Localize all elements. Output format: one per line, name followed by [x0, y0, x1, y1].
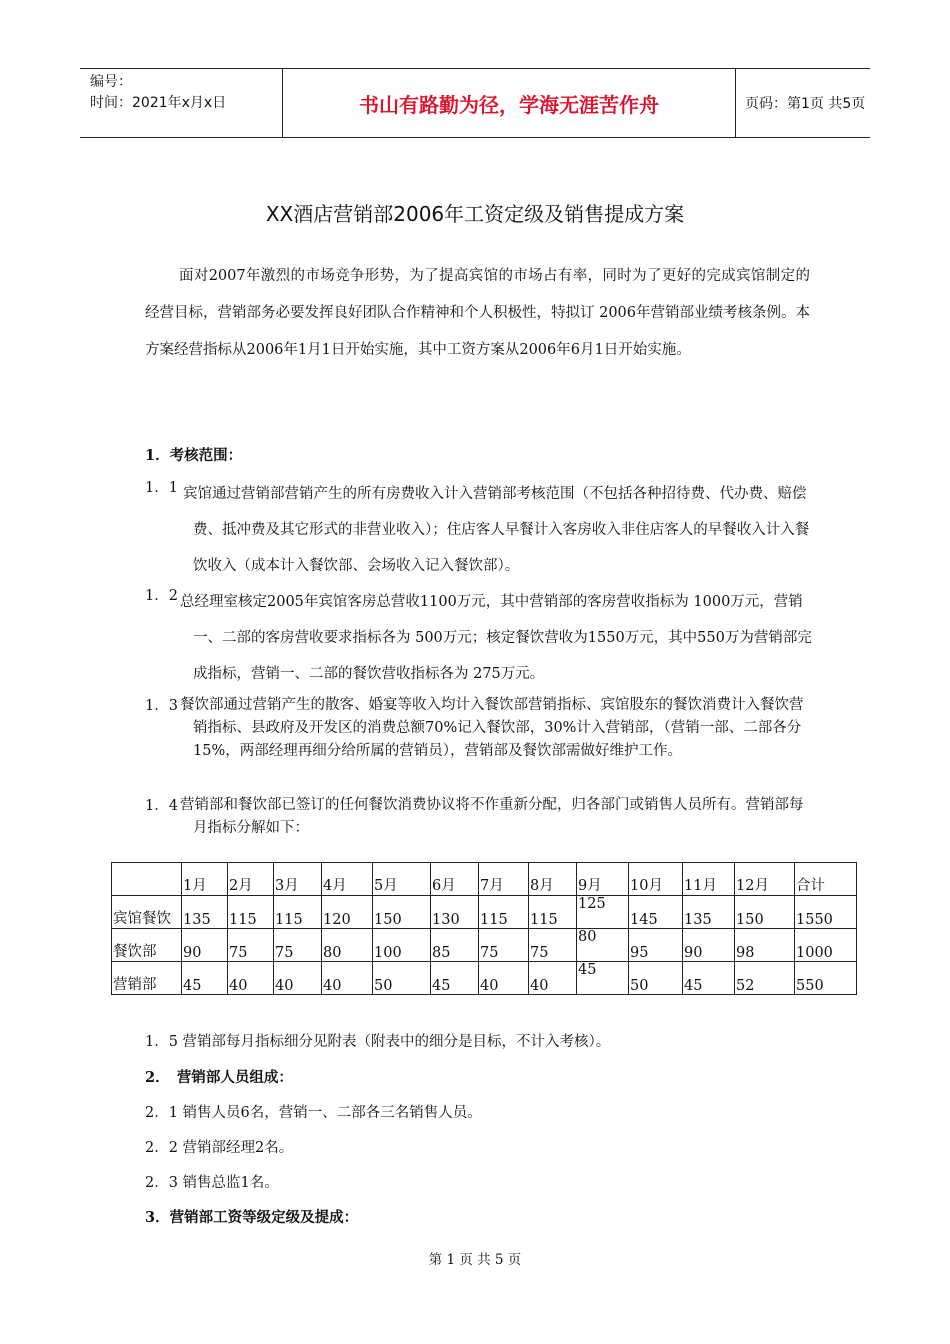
- item-2-3: 2．3 销售总监1名。: [145, 1175, 279, 1191]
- item-1-4-text: 营销部和餐饮部已签订的任何餐饮消费协议将不作重新分配，归各部门或销售人员所有。营销部每月指标分解如下：: [180, 797, 804, 836]
- table-cell: 150: [373, 896, 431, 929]
- header-meta: [80, 69, 282, 137]
- item-1-3-number: 1．3: [145, 698, 178, 714]
- table-cell: 52: [735, 962, 795, 995]
- table-header-cell: 5月: [373, 863, 431, 896]
- table-cell: 90: [683, 929, 735, 962]
- table-cell: 75: [529, 929, 577, 962]
- table-cell: 120: [322, 896, 373, 929]
- table-header-cell: 10月: [629, 863, 683, 896]
- table-cell: 75: [228, 929, 274, 962]
- monthly-target-table: [111, 862, 857, 995]
- table-cell: 145: [629, 896, 683, 929]
- page-footer: 第 1 页 共 5 页: [428, 1252, 522, 1268]
- section-2-heading: 2． 营销部人员组成：: [145, 1069, 293, 1086]
- table-cell: 80: [577, 929, 629, 962]
- item-1-1-text: 宾馆通过营销部营销产生的所有房费收入计入营销部考核范围（不包括各种招待费、代办费、赔偿费、抵冲费及其它形式的非营业收入）；住店客人早餐计入客房收入非住店客人的早餐收入计入餐饮收入（成本计入餐饮部、会场收入记入餐饮部）。: [183, 486, 810, 574]
- item-1-1-number: 1．1: [145, 480, 178, 496]
- table-cell: 40: [228, 962, 274, 995]
- number-label: 编号：: [90, 74, 132, 90]
- table-header-cell: 7月: [479, 863, 529, 896]
- table-cell: 135: [683, 896, 735, 929]
- item-1-4-number: 1．4: [145, 798, 178, 814]
- table-cell: 45: [431, 962, 479, 995]
- table-cell: 135: [182, 896, 228, 929]
- table-header-cell: 12月: [735, 863, 795, 896]
- table-cell: 85: [431, 929, 479, 962]
- table-header-cell: 9月: [577, 863, 629, 896]
- table-cell: 75: [479, 929, 529, 962]
- table-cell: 45: [683, 962, 735, 995]
- table-row: [112, 929, 857, 962]
- table-cell: 45: [577, 962, 629, 995]
- table-cell: 50: [373, 962, 431, 995]
- table-cell: 125: [577, 896, 629, 929]
- table-cell: 80: [322, 929, 373, 962]
- table-cell: 550: [795, 962, 857, 995]
- date-label: 时间：2021年x月x日: [90, 95, 227, 111]
- table-cell: 130: [431, 896, 479, 929]
- header-motto: 书山有路勤为径，学海无涯苦作舟: [282, 69, 736, 137]
- table-header-row: [112, 863, 857, 896]
- table-row-label: 宾馆餐饮: [112, 896, 182, 929]
- table-cell: 150: [735, 896, 795, 929]
- table-cell: 100: [373, 929, 431, 962]
- table-row: [112, 962, 857, 995]
- table-header-cell: 3月: [274, 863, 322, 896]
- table-cell: 40: [529, 962, 577, 995]
- section-1-heading: 1．考核范围：: [145, 447, 243, 464]
- table-header-cell: 合计: [795, 863, 857, 896]
- table-cell: 115: [274, 896, 322, 929]
- table-cell: 75: [274, 929, 322, 962]
- item-2-2: 2．2 营销部经理2名。: [145, 1140, 294, 1156]
- section-3-heading: 3．营销部工资等级定级及提成：: [145, 1209, 359, 1226]
- table-row-label: 餐饮部: [112, 929, 182, 962]
- table-cell: 1000: [795, 929, 857, 962]
- document-title: XX酒店营销部2006年工资定级及销售提成方案: [265, 202, 685, 226]
- table-cell: 40: [322, 962, 373, 995]
- table-cell: 95: [629, 929, 683, 962]
- table-row-label: 营销部: [112, 962, 182, 995]
- table-header-cell: 6月: [431, 863, 479, 896]
- table-cell: 115: [479, 896, 529, 929]
- header-page-info: 页码：第1页 共5页: [745, 96, 866, 112]
- table-header-cell: [112, 863, 182, 896]
- item-1-5: 1．5 营销部每月指标细分见附表（附表中的细分是目标，不计入考核）。: [145, 1034, 611, 1050]
- item-1-3-text: 餐饮部通过营销产生的散客、婚宴等收入均计入餐饮部营销指标、宾馆股东的餐饮消费计入餐饮营销指标、县政府及开发区的消费总额70%记入餐饮部，30%计入营销部，（营销一部、二部各分15%，两部经理再细分给所属的营销员），营销部及餐饮部需做好维护工作。: [180, 697, 804, 759]
- item-1-2-number: 1．2: [145, 588, 178, 604]
- table-header-cell: 11月: [683, 863, 735, 896]
- table-cell: 90: [182, 929, 228, 962]
- table-cell: 115: [529, 896, 577, 929]
- table-cell: 40: [274, 962, 322, 995]
- table-header-cell: 8月: [529, 863, 577, 896]
- page-header: [80, 68, 870, 138]
- table-header-cell: 1月: [182, 863, 228, 896]
- table-cell: 45: [182, 962, 228, 995]
- table-cell: 40: [479, 962, 529, 995]
- item-2-1: 2．1 销售人员6名，营销一、二部各三名销售人员。: [145, 1105, 482, 1121]
- table-header-cell: 4月: [322, 863, 373, 896]
- table-cell: 98: [735, 929, 795, 962]
- item-1-2-text: 总经理室核定2005年宾馆客房总营收1100万元，其中营销部的客房营收指标为 1000万元，营销一、二部的客房营收要求指标各为 500万元；核定餐饮营收为1550万元，其中550万为营销部完成指标，营销一、二部的餐饮营收指标各为 275万元。: [180, 594, 812, 682]
- table-cell: 50: [629, 962, 683, 995]
- table-row: [112, 896, 857, 929]
- table-header-cell: 2月: [228, 863, 274, 896]
- intro-paragraph: 面对2007年激烈的市场竞争形势，为了提高宾馆的市场占有率，同时为了更好的完成宾馆制定的经营目标，营销部务必要发挥良好团队合作精神和个人积极性，特拟订 2006年营销部业绩考核条例。本方案经营指标从2006年1月1日开始实施，其中工资方案从2006年6月1日开始实施。: [145, 268, 811, 358]
- table-cell: 115: [228, 896, 274, 929]
- table-cell: 1550: [795, 896, 857, 929]
